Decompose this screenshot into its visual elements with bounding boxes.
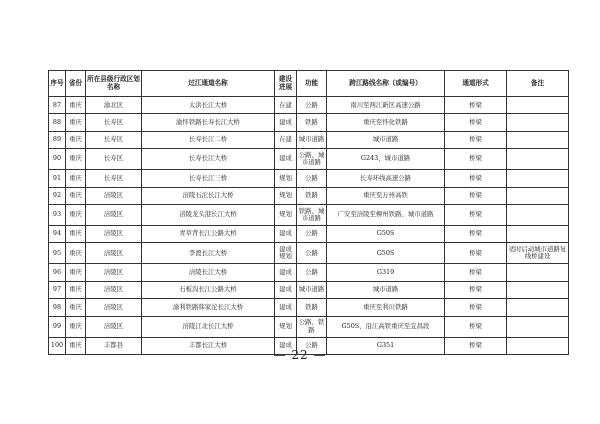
cell-progress: 建成 (275, 299, 297, 316)
cell-province: 重庆 (66, 170, 86, 187)
cell-no: 95 (49, 243, 66, 264)
cell-route: G243、城市道路 (327, 149, 445, 170)
cell-form: 桥梁 (445, 170, 507, 187)
cell-province: 重庆 (66, 264, 86, 281)
cell-name: 石板沟长江公路大桥 (142, 281, 275, 298)
cell-name: 青草背长江公路大桥 (142, 225, 275, 242)
header-name: 过江通道名称 (142, 71, 275, 97)
cell-no: 88 (49, 114, 66, 131)
cell-form: 桥梁 (445, 281, 507, 298)
cell-form: 桥梁 (445, 131, 507, 148)
cell-form: 桥梁 (445, 243, 507, 264)
cell-province: 重庆 (66, 131, 86, 148)
cell-form: 桥梁 (445, 149, 507, 170)
cell-form: 桥梁 (445, 114, 507, 131)
cell-district: 丰都县 (86, 337, 142, 354)
cell-form: 桥梁 (445, 204, 507, 225)
cell-province: 重庆 (66, 225, 86, 242)
cell-district: 长寿区 (86, 131, 142, 148)
cell-function: 公路 (297, 337, 327, 354)
cell-progress: 建成 (275, 264, 297, 281)
cell-district: 长寿区 (86, 170, 142, 187)
cell-province: 重庆 (66, 281, 86, 298)
cell-progress: 建成 (275, 114, 297, 131)
cell-district: 涪陵区 (86, 299, 142, 316)
cell-province: 重庆 (66, 187, 86, 204)
cell-no: 93 (49, 204, 66, 225)
cell-progress: 规划 (275, 316, 297, 337)
cell-no: 89 (49, 131, 66, 148)
cell-function: 城市道路 (297, 281, 327, 298)
cell-province: 重庆 (66, 243, 86, 264)
cell-route: 重庆至怀化铁路 (327, 114, 445, 131)
cell-no: 97 (49, 281, 66, 298)
cell-note (507, 170, 569, 187)
cell-province: 重庆 (66, 97, 86, 114)
cell-province: 重庆 (66, 299, 86, 316)
cell-function: 铁路 (297, 187, 327, 204)
cell-route: 重庆至利川铁路 (327, 299, 445, 316)
cell-district: 渝北区 (86, 97, 142, 114)
cell-route: 城市道路 (327, 281, 445, 298)
cell-no: 100 (49, 337, 66, 354)
cell-form: 桥梁 (445, 316, 507, 337)
cell-progress: 在建 (275, 131, 297, 148)
table-row (49, 170, 569, 187)
cell-name: 渝利铁路韩家沱长江大桥 (142, 299, 275, 316)
cell-name: 涪陵长江大桥 (142, 264, 275, 281)
table-row (49, 149, 569, 170)
cell-district: 涪陵区 (86, 187, 142, 204)
table-row (49, 243, 569, 264)
cell-note (507, 204, 569, 225)
table-row (49, 264, 569, 281)
cell-progress: 规划 (275, 204, 297, 225)
table-row (49, 97, 569, 114)
cell-form: 桥梁 (445, 187, 507, 204)
cell-route: G351 (327, 337, 445, 354)
cell-district: 长寿区 (86, 114, 142, 131)
cell-function: 城市道路 (297, 131, 327, 148)
cell-note (507, 187, 569, 204)
cell-name: 丰都长江大桥 (142, 337, 275, 354)
cell-progress: 规划 (275, 170, 297, 187)
cell-no: 91 (49, 170, 66, 187)
cell-no: 96 (49, 264, 66, 281)
table-row (49, 225, 569, 242)
cell-progress: 建成规划 (275, 243, 297, 264)
cell-province: 重庆 (66, 114, 86, 131)
cell-route: G50S (327, 225, 445, 242)
header-route: 跨江路线名称（或编号） (327, 71, 445, 97)
table-row (49, 114, 569, 131)
cell-note (507, 316, 569, 337)
table-row (49, 131, 569, 148)
cell-function: 公路、城市道路 (297, 149, 327, 170)
cell-note (507, 299, 569, 316)
cell-progress: 建成 (275, 281, 297, 298)
cell-district: 涪陵区 (86, 204, 142, 225)
cell-name: 长寿长江三桥 (142, 170, 275, 187)
cell-province: 重庆 (66, 316, 86, 337)
table-row (49, 316, 569, 337)
cell-function: 铁路 (297, 114, 327, 131)
cell-district: 涪陵区 (86, 264, 142, 281)
cell-form: 桥梁 (445, 97, 507, 114)
cell-progress: 建成 (275, 225, 297, 242)
table-row (49, 281, 569, 298)
cell-note (507, 131, 569, 148)
cell-function: 公路 (297, 97, 327, 114)
cell-function: 公路 (297, 243, 327, 264)
cell-route: G50S、沿江高铁重庆至宜昌段 (327, 316, 445, 337)
cell-route: 南川至两江新区高速公路 (327, 97, 445, 114)
cell-function: 公路、铁路 (297, 316, 327, 337)
cell-no: 98 (49, 299, 66, 316)
cell-progress: 建成 (275, 149, 297, 170)
cell-route: 城市道路 (327, 131, 445, 148)
cell-name: 太洪长江大桥 (142, 97, 275, 114)
cell-no: 92 (49, 187, 66, 204)
cell-no: 94 (49, 225, 66, 242)
cell-province: 重庆 (66, 149, 86, 170)
cell-note (507, 97, 569, 114)
table-header-row (49, 71, 569, 97)
cell-function: 公路 (297, 264, 327, 281)
cell-no: 90 (49, 149, 66, 170)
header-progress: 建设进展 (275, 71, 297, 97)
cell-route: 长寿环线高速公路 (327, 170, 445, 187)
cell-name: 涪陵龙头港长江大桥 (142, 204, 275, 225)
header-form: 通道形式 (445, 71, 507, 97)
cell-no: 87 (49, 97, 66, 114)
cell-progress: 在建 (275, 97, 297, 114)
cell-form: 桥梁 (445, 299, 507, 316)
cell-district: 涪陵区 (86, 316, 142, 337)
cell-district: 涪陵区 (86, 243, 142, 264)
cell-route: 广安至涪陵至柳州铁路、城市道路 (327, 204, 445, 225)
cell-name: 长寿长江大桥 (142, 149, 275, 170)
cell-function: 铁路、城市道路 (297, 204, 327, 225)
cell-function: 公路 (297, 225, 327, 242)
cell-progress: 建成 (275, 337, 297, 354)
table-row (49, 299, 569, 316)
cell-function: 公路 (297, 170, 327, 187)
header-district: 所在县级行政区划名称 (86, 71, 142, 97)
cell-form: 桥梁 (445, 337, 507, 354)
cell-route: G319 (327, 264, 445, 281)
cell-name: 李渡长江大桥 (142, 243, 275, 264)
cell-function: 铁路 (297, 299, 327, 316)
cell-note (507, 114, 569, 131)
bridge-table (48, 70, 569, 355)
cell-note (507, 225, 569, 242)
cell-progress: 规划 (275, 187, 297, 204)
cell-province: 重庆 (66, 204, 86, 225)
cell-route: G50S (327, 243, 445, 264)
cell-district: 涪陵区 (86, 225, 142, 242)
cell-name: 涪陵石沱长江大桥 (142, 187, 275, 204)
cell-form: 桥梁 (445, 225, 507, 242)
cell-note: 适时启动城市道路复线桥建设 (507, 243, 569, 264)
header-no: 序号 (49, 71, 66, 97)
cell-district: 涪陵区 (86, 281, 142, 298)
cell-note (507, 149, 569, 170)
table-body (49, 97, 569, 355)
table-row (49, 187, 569, 204)
page-number: — 22 — (273, 348, 327, 362)
table-row (49, 204, 569, 225)
cell-note (507, 264, 569, 281)
header-province: 省份 (66, 71, 86, 97)
cell-name: 长寿长江二桥 (142, 131, 275, 148)
cell-route: 重庆至万州高铁 (327, 187, 445, 204)
cell-name: 渝怀铁路长寿长江大桥 (142, 114, 275, 131)
cell-district: 长寿区 (86, 149, 142, 170)
cell-note (507, 281, 569, 298)
header-function: 功能 (297, 71, 327, 97)
cell-no: 99 (49, 316, 66, 337)
cell-name: 涪陵江北长江大桥 (142, 316, 275, 337)
cell-form: 桥梁 (445, 264, 507, 281)
header-note: 备注 (507, 71, 569, 97)
cell-province: 重庆 (66, 337, 86, 354)
